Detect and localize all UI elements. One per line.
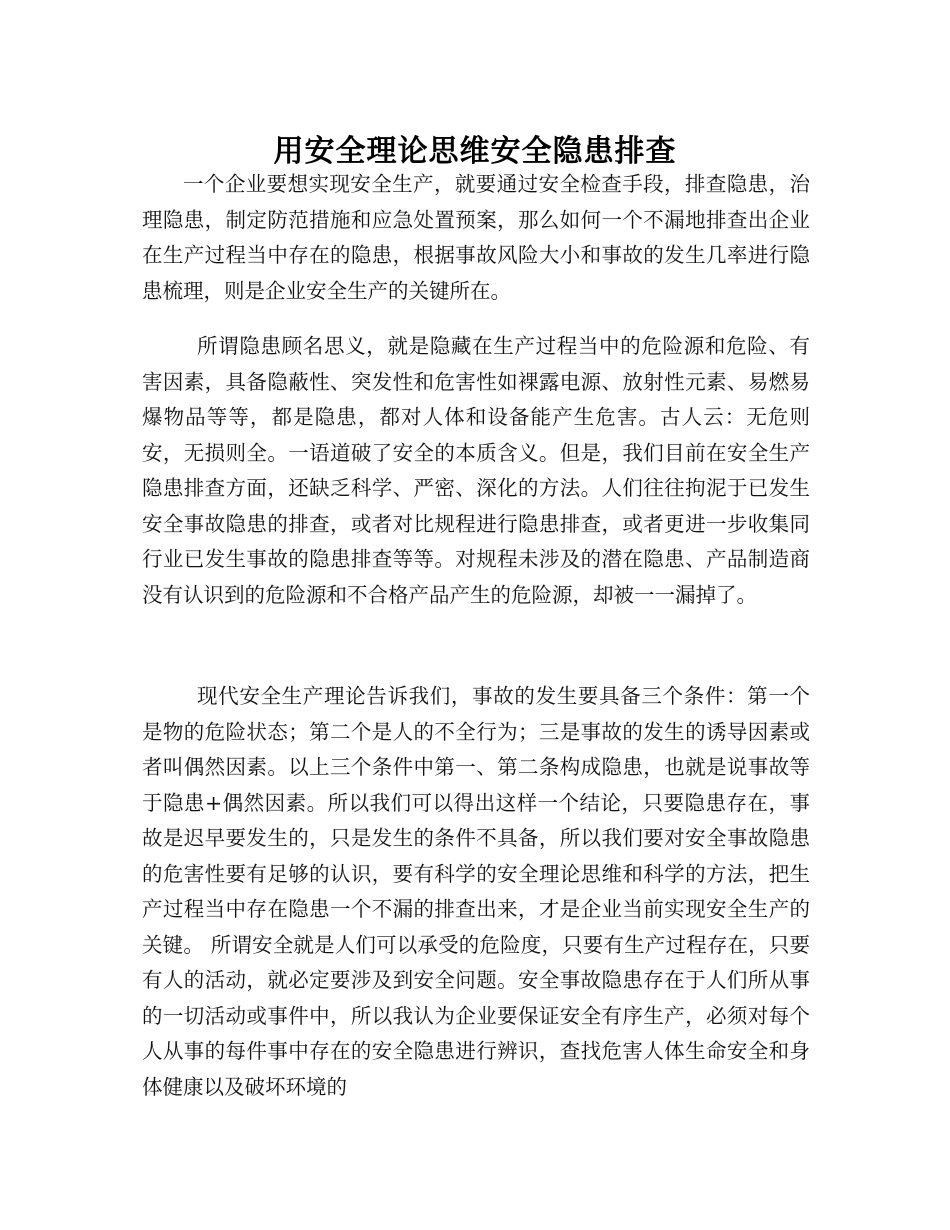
document-title: 用安全理论思维安全隐患排查	[273, 134, 677, 170]
paragraph-safety-theory: 现代安全生产理论告诉我们，事故的发生要具备三个条件：第一个是物的危险状态；第二个是人的不全行为；三是事故的发生的诱导因素或者叫偶然因素。以上三个条件中第一、第二条构成隐患，也就是说事故等于隐患+偶然因素。所以我们可以得出这样一个结论，只要隐患存在，事故是迟早要发生的，只是发生的条件不具备，所以我们要对安全事故隐患的危害性要有足够的认识，要有科学的安全理论思维和科学的方法，把生产过程当中存在隐患一个不漏的排查出来，才是企业当前实现安全生产的关键。 所谓安全就是人们可以承受的危险度，只要有生产过程存在，只要有人的活动，就必定要涉及到安全问题。安全事故隐患存在于人们所从事的一切活动或事件中，所以我认为企业要保证安全有序生产，必须对每个人从事的每件事中存在的安全隐患进行辨识，查找危害人体生命安全和身体健康以及破坏环境的	[142, 684, 810, 1099]
paragraph-intro: 一个企业要想实现安全生产，就要通过安全检查手段，排查隐患，治理隐患，制定防范措施和应急处置预案，那么如何一个不漏地排查出企业在生产过程当中存在的隐患，根据事故风险大小和事故的发生几率进行隐患梳理，则是企业安全生产的关键所在。	[142, 172, 810, 303]
paragraph-hazard-definition: 所谓隐患顾名思义，就是隐藏在生产过程当中的危险源和危险、有害因素，具备隐蔽性、突发性和危害性如裸露电源、放射性元素、易燃易爆物品等等，都是隐患，都对人体和设备能产生危害。古人云：无危则安，无损则全。一语道破了安全的本质含义。但是，我们目前在安全生产隐患排查方面，还缺乏科学、严密、深化的方法。人们往往拘泥于已发生安全事故隐患的排查，或者对比规程进行隐患排查，或者更进一步收集同行业已发生事故的隐患排查等等。对规程未涉及的潜在隐患、产品制造商没有认识到的危险源和不合格产品产生的危险源，却被一一漏掉了。	[142, 334, 810, 607]
